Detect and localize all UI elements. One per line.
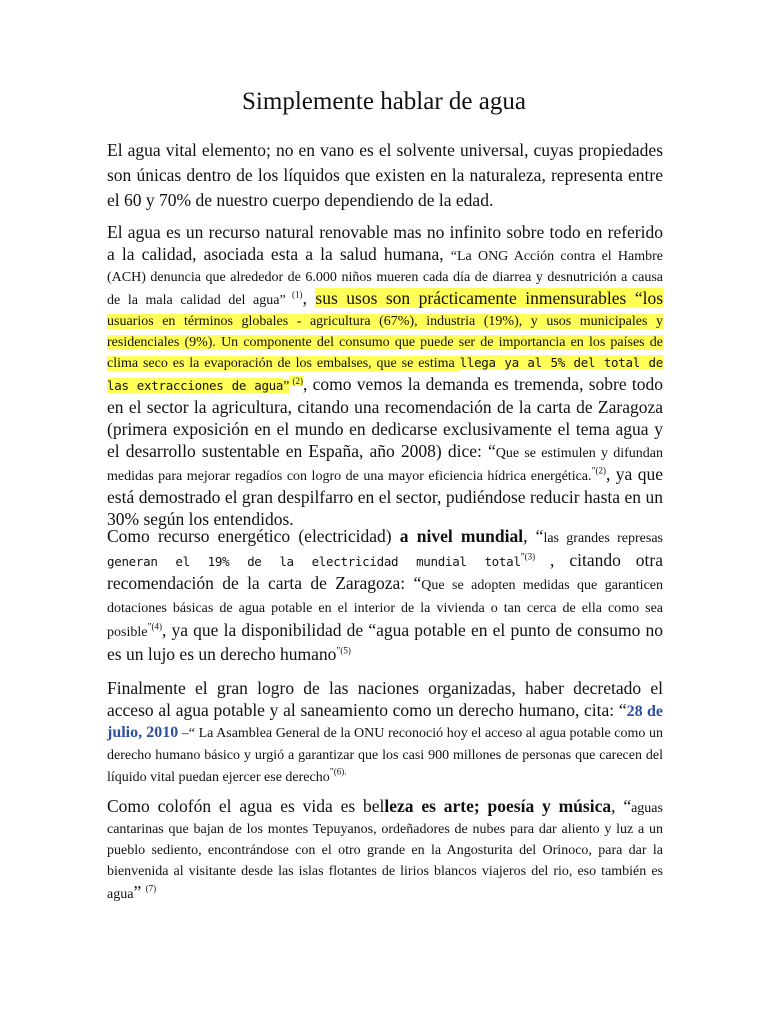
footnote-ref-7: (7) xyxy=(145,883,157,894)
paragraph-4 xyxy=(107,678,663,788)
p3-text-a: Como recurso energético (electricidad) xyxy=(107,526,400,546)
p3-text-h: , ya que la disponibilidad de “agua potable en el punto de consumo no es un lujo es un derecho humano xyxy=(107,620,663,664)
footnote-ref-1: (1) xyxy=(285,289,303,300)
footnote-ref-5: ”(5) xyxy=(336,645,351,656)
footnote-ref-2b: ”(2) xyxy=(591,465,607,476)
paragraph-1: El agua vital elemento; no en vano es el solvente universal, cuyas propiedades son únicas dentro de los líquidos que existen en la naturaleza, representa entre el 60 y 70% de nuestro cuerpo dependiendo de la edad. xyxy=(107,140,663,210)
paragraph-5 xyxy=(107,796,663,905)
p3-text-represas: las grandes represas xyxy=(543,531,663,546)
p2-highlight-usos: sus usos son prácticamente inmensurables “los xyxy=(315,288,664,308)
p5-text-a: Como colofón el agua es vida es bel xyxy=(107,796,385,816)
p3-quote-dotaciones: Que se adopten medidas que garanticen dotaciones básicas de agua potable en el interior de la vivienda o tan cerca de ella como sea posible xyxy=(107,578,663,640)
p2-text-i: , ya que está demostrado el gran despilfarro en el sector, pudiéndose reducir hasta en un 30% según los entendidos. xyxy=(107,464,663,529)
p2-text-g: , como vemos la demanda es tremenda, sobre todo en el sector la agricultura, citando una recomendación de la carta de Zaragoza (primera exposición en el mundo en dedicarse exclusivamente el tema agua y el desarrollo sustentable en España, año 2008) dice: “ xyxy=(107,374,664,461)
footnote-ref-3: ”(3) xyxy=(520,551,536,562)
p5-text-c: , “ xyxy=(611,796,632,816)
p2-text-c: , xyxy=(302,288,316,308)
paragraph-3 xyxy=(107,526,663,667)
paragraph-2 xyxy=(107,222,663,531)
p3-text-f: , citando otra recomendación de la carta de Zaragoza: “ xyxy=(107,550,663,593)
p2-text-a: El agua es un recurso natural renovable mas no infinito sobre todo en referido a la calidad, asociada esta a la salud humana, xyxy=(107,222,663,264)
p2-quote-zaragoza: Que se estimulen y difundan medidas para mejorar regadíos con logro de una mayor eficiencia hídrica energética. xyxy=(107,446,663,484)
p4-date: 28 de julio, 2010 xyxy=(107,703,663,741)
p2-quote-ong: “La ONG Acción contra el Hambre (ACH) denuncia que alrededor de 6.000 niños mueren cada día de diarrea y desnutrición a causa de la mala calidad del agua” xyxy=(107,249,664,308)
footnote-ref-6: ”(6). xyxy=(329,766,347,777)
p5-quote-aguas: aguas cantarinas que bajan de los montes Tepuyanos, ordeñadores de nubes para dar aliento y luz a un pueblo sediento, encontrándose con el otro grande en la Angosturita del Orinoco, para dar la bienvenida al visitante desde las islas flotantes de lirios blancos viajeros del rio, eso también es agua xyxy=(107,801,663,902)
p4-quote-onu: –“ La Asamblea General de la ONU reconoció hoy el acceso al agua potable como un derecho humano básico y urgió a garantizar que los casi 900 millones de personas que carecen del líquido vital puedan ejercer ese derecho xyxy=(107,726,663,785)
p2-highlight-close-quote: ” xyxy=(283,379,290,394)
footnote-ref-4: ”(4) xyxy=(147,621,162,632)
p4-text-a: Finalmente el gran logro de las naciones organizadas, haber decretado el acceso al agua potable y al saneamiento como un derecho humano, cita: “ xyxy=(107,678,663,720)
footnote-ref-2: (2) xyxy=(289,375,303,386)
p3-bold-mundial: a nivel mundial xyxy=(399,526,524,546)
p3-text-electricidad: generan el 19% de la electricidad mundial total xyxy=(107,554,521,569)
document-title: Simplemente hablar de agua xyxy=(242,88,526,115)
p5-close-quote: ” xyxy=(133,882,146,902)
p5-bold-arte: leza es arte; poesía y música xyxy=(384,796,612,816)
p2-highlight-usuarios: usuarios en términos globales - agricultura (67%), industria (19%), y usos municipales y residenciales (9%). Un componente del consumo que puede ser de importancia en los países de clima seco es la evaporación de los embalses, que se estima xyxy=(107,314,663,371)
p2-highlight-extracciones: llega ya al 5% del total de las extracciones de agua xyxy=(107,355,664,393)
p3-text-c: , “ xyxy=(523,526,544,546)
